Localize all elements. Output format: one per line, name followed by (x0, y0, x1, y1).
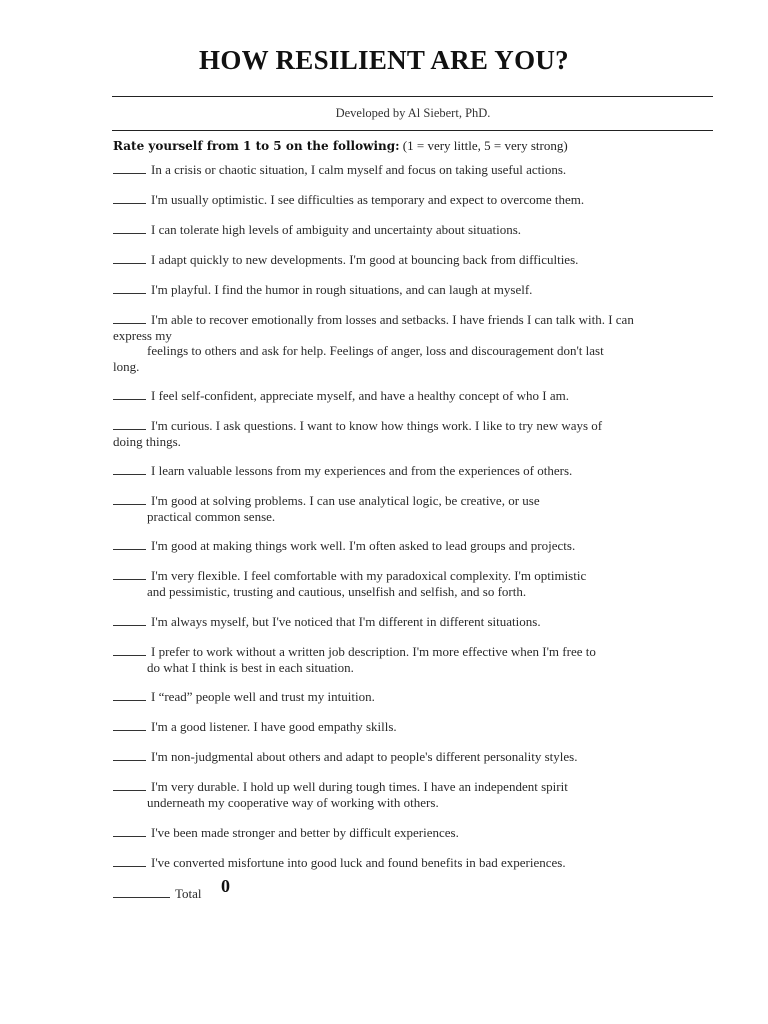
question-item (113, 719, 717, 735)
question-item (113, 568, 717, 599)
rating-blank[interactable] (113, 253, 146, 264)
page-title: HOW RESILIENT ARE YOU? (199, 45, 569, 75)
question-line (113, 779, 717, 795)
total-score-value: 0 (221, 876, 230, 896)
rating-blank[interactable] (113, 419, 146, 430)
question-text: I'm very flexible. I feel comfortable with my paradoxical complexity. I'm optimistic (151, 568, 587, 583)
question-item (113, 388, 717, 404)
question-item (113, 825, 717, 841)
question-text: I've been made stronger and better by difficult experiences. (151, 825, 459, 840)
question-item (113, 252, 717, 268)
question-item (113, 614, 717, 630)
question-text: and pessimistic, trusting and cautious, unselfish and selfish, and so forth. (147, 583, 527, 599)
rating-blank[interactable] (113, 389, 146, 400)
question-line (113, 252, 717, 268)
question-text: I “read” people well and trust my intuition. (151, 689, 375, 704)
question-item (113, 493, 717, 524)
question-line (113, 509, 717, 525)
question-item (113, 162, 717, 178)
question-text: I'm able to recover emotionally from losses and setbacks. I have friends I can talk with. I can (151, 312, 634, 327)
question-text: underneath my cooperative way of working with others. (147, 794, 439, 810)
question-text: I feel self-confident, appreciate myself, and have a healthy concept of who I am. (151, 388, 569, 403)
question-line (113, 719, 717, 735)
question-text: I can tolerate high levels of ambiguity and uncertainty about situations. (151, 222, 522, 237)
question-line (113, 282, 717, 298)
question-text: I'm playful. I find the humor in rough situations, and can laugh at myself. (151, 282, 533, 297)
question-line (113, 825, 717, 841)
question-text: I'm non-judgmental about others and adapt to people's different personality styles. (151, 749, 578, 764)
question-line (113, 644, 717, 660)
rating-blank[interactable] (113, 615, 146, 626)
question-item (113, 418, 717, 449)
question-item (113, 282, 717, 298)
question-line (113, 418, 717, 434)
question-item (113, 689, 717, 705)
question-line (113, 749, 717, 765)
rating-blank[interactable] (113, 826, 146, 837)
question-item (113, 749, 717, 765)
question-text: I learn valuable lessons from my experiences and from the experiences of others. (151, 463, 573, 478)
question-line (113, 222, 717, 238)
question-text: do what I think is best in each situation. (147, 659, 354, 675)
question-item (113, 312, 717, 374)
question-text: I'm usually optimistic. I see difficulties as temporary and expect to overcome them. (151, 192, 585, 207)
question-line (113, 568, 717, 584)
question-text: I'm always myself, but I've noticed that I'm different in different situations. (151, 614, 541, 629)
question-text: express my (113, 327, 172, 343)
rating-blank[interactable] (113, 464, 146, 475)
rating-blank[interactable] (113, 494, 146, 505)
question-line (113, 434, 717, 450)
rating-blank[interactable] (113, 750, 146, 761)
rating-blank[interactable] (113, 690, 146, 701)
question-line (113, 584, 717, 600)
question-line (113, 343, 717, 359)
question-text: I'm a good listener. I have good empathy skills. (151, 719, 397, 734)
question-item (113, 644, 717, 675)
question-text: practical common sense. (147, 508, 276, 524)
author-credit: Developed by Al Siebert, PhD. (335, 106, 491, 120)
rating-blank[interactable] (113, 720, 146, 731)
question-line (113, 162, 717, 178)
rating-blank[interactable] (113, 223, 146, 234)
instructions-heading: Rate yourself from 1 to 5 on the following: (113, 139, 400, 153)
title-divider-bottom (112, 130, 713, 131)
rating-blank[interactable] (113, 163, 146, 174)
question-line (113, 312, 717, 328)
title-divider-top (112, 96, 713, 97)
question-text: I'm good at solving problems. I can use analytical logic, be creative, or use (151, 493, 540, 508)
question-line (113, 660, 717, 676)
question-line (113, 689, 717, 705)
question-line (113, 359, 717, 375)
rating-blank[interactable] (113, 539, 146, 550)
total-label: Total (175, 886, 202, 901)
question-item (113, 855, 717, 871)
question-text: In a crisis or chaotic situation, I calm myself and focus on taking useful actions. (151, 162, 567, 177)
question-text: doing things. (113, 433, 181, 449)
rating-blank[interactable] (113, 313, 146, 324)
instructions-scale: (1 = very little, 5 = very strong) (399, 138, 568, 153)
question-line (113, 538, 717, 554)
question-line (113, 614, 717, 630)
rating-blank[interactable] (113, 856, 146, 867)
total-score-blank[interactable] (113, 897, 170, 898)
question-line (113, 493, 717, 509)
question-line (113, 855, 717, 871)
question-text: I've converted misfortune into good luck and found benefits in bad experiences. (151, 855, 566, 870)
question-line (113, 328, 717, 344)
question-text: I prefer to work without a written job description. I'm more effective when I'm free to (151, 644, 596, 659)
rating-blank[interactable] (113, 780, 146, 791)
question-line (113, 463, 717, 479)
question-line (113, 795, 717, 811)
question-text: I'm good at making things work well. I'm often asked to lead groups and projects. (151, 538, 576, 553)
rating-blank[interactable] (113, 193, 146, 204)
rating-blank[interactable] (113, 645, 146, 656)
question-item (113, 192, 717, 208)
question-text: I adapt quickly to new developments. I'm good at bouncing back from difficulties. (151, 252, 579, 267)
question-line (113, 388, 717, 404)
question-text: feelings to others and ask for help. Feelings of anger, loss and discouragement don't last (147, 343, 604, 358)
question-line (113, 192, 717, 208)
question-item (113, 538, 717, 554)
question-item (113, 222, 717, 238)
question-text: long. (113, 358, 140, 374)
question-item (113, 463, 717, 479)
rating-blank[interactable] (113, 283, 146, 294)
instructions (113, 138, 568, 154)
question-item (113, 779, 717, 810)
rating-blank[interactable] (113, 569, 146, 580)
question-text: I'm very durable. I hold up well during tough times. I have an independent spirit (151, 779, 568, 794)
question-text: I'm curious. I ask questions. I want to know how things work. I like to try new ways of (151, 418, 603, 433)
